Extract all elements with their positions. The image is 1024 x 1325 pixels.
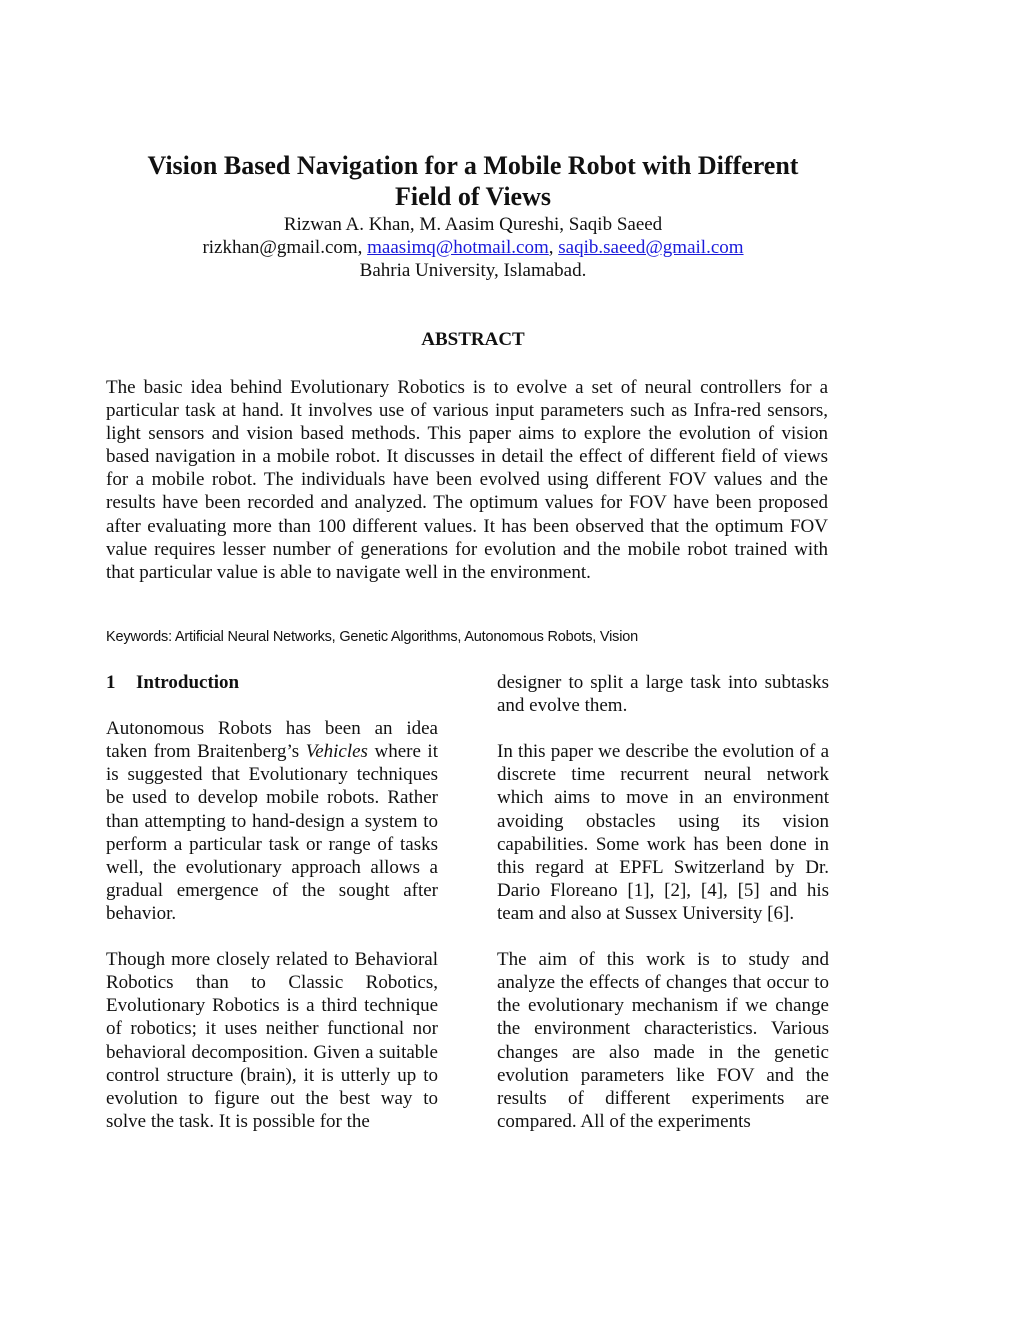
abstract-heading: ABSTRACT xyxy=(421,329,525,350)
intro-paragraph-5: The aim of this work is to study and analyze the effects of changes that occur to the evolutionary mechanism if we change the environment characteristics. Various changes are also made in the genetic evolution parameters like FOV and the results of different experiments are compared. All of the experiments xyxy=(497,949,829,1132)
intro-p1-text-after: where it is suggested that Evolutionary techniques be used to develop mobile robots. Rather than attempting to hand-design a system to perform a particular task or range of tasks well, the evolutionary approach allows a gradual emergence of the sought after behavior. xyxy=(106,741,438,924)
section-title: Introduction xyxy=(136,672,240,693)
abstract-body: The basic idea behind Evolutionary Robotics is to evolve a set of neural controllers for a particular task at hand. It involves use of various input parameters such as Infra-red sensors, light sensors and vision based methods. This paper aims to explore the evolution of vision based navigation in a mobile robot. It discusses in detail the effect of different field of views for a mobile robot. The individuals have been evolved using different FOV values and the results have been recorded and analyzed. The optimum values for FOV have been proposed after evaluating more than 100 different values. It has been observed that the optimum FOV value requires lesser number of generations for evolution and the mobile robot trained with that particular value is able to navigate well in the environment. xyxy=(106,377,828,583)
email-separator: , xyxy=(357,237,368,258)
intro-p1-vehicles-italic: Vehicles xyxy=(305,741,368,763)
email-separator: , xyxy=(548,237,559,258)
affiliation: Bahria University, Islamabad. xyxy=(359,260,587,281)
title-line-1: Vision Based Navigation for a Mobile Robot with Different xyxy=(147,151,799,180)
section-number: 1 xyxy=(106,672,116,693)
keywords-line: Keywords: Artificial Neural Networks, Genetic Algorithms, Autonomous Robots, Vision xyxy=(106,629,638,645)
section-heading-introduction xyxy=(106,671,438,694)
email-link-saqib[interactable]: saqib.saeed@gmail.com xyxy=(558,237,744,258)
intro-paragraph-2: Though more closely related to Behavioral Robotics than to Classic Robotics, Evolutionary Robotics is a third technique of robotics; it uses neither functional nor behavioral decomposition. Given a suitable control structure (brain), it is utterly up to evolution to figure out the best way to solve the task. It is possible for the xyxy=(106,949,438,1132)
intro-p1-text-before: Autonomous Robots has been an idea taken from Braitenberg’s xyxy=(106,718,438,763)
intro-paragraph-4: In this paper we describe the evolution of a discrete time recurrent neural network which aims to move in an environment avoiding obstacles using its vision capabilities. Some work has been done in this regard at EPFL Switzerland by Dr. Dario Floreano [1], [2], [4], [5] and his team and also at Sussex University [6]. xyxy=(497,741,829,924)
left-column xyxy=(106,671,438,1156)
email-rizkhan: rizkhan@gmail.com xyxy=(202,237,358,258)
intro-paragraph-3: designer to split a large task into subtasks and evolve them. xyxy=(497,672,829,717)
title-line-2: Field of Views xyxy=(395,182,551,211)
right-column xyxy=(497,671,829,1156)
email-link-maasimq[interactable]: maasimq@hotmail.com xyxy=(367,237,549,258)
intro-paragraph-1 xyxy=(106,717,438,925)
author-list: Rizwan A. Khan, M. Aasim Qureshi, Saqib Saeed xyxy=(283,214,663,235)
paper-title xyxy=(106,150,840,212)
author-emails xyxy=(106,236,840,259)
